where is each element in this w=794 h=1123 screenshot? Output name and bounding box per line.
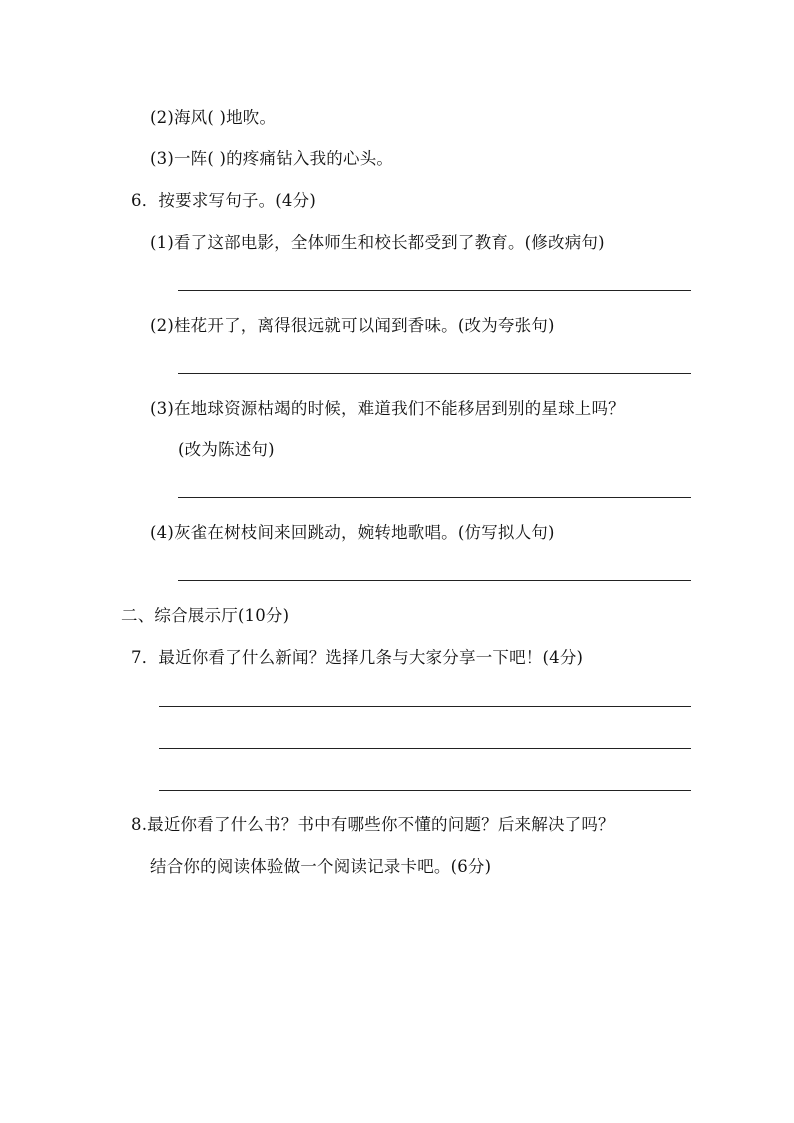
q6-heading: 6．按要求写句子。(4分)	[131, 191, 316, 210]
q5-item3: (3)一阵( )的疼痛钻入我的心头。	[150, 149, 394, 168]
q8-line1: 8.最近你看了什么书？书中有哪些你不懂的问题？后来解决了吗？	[131, 815, 615, 834]
answer-line-q7-2[interactable]	[159, 748, 691, 749]
q6-item3-note: (改为陈述句)	[178, 440, 275, 459]
answer-line-q6-3[interactable]	[178, 497, 691, 498]
q8-line2: 结合你的阅读体验做一个阅读记录卡吧。(6分)	[150, 857, 492, 876]
section2-heading: 二、综合展示厅(10分)	[121, 606, 290, 625]
answer-line-q6-2[interactable]	[178, 373, 691, 374]
q7-heading: 7．最近你看了什么新闻？选择几条与大家分享一下吧！(4分)	[131, 648, 584, 667]
answer-line-q6-1[interactable]	[178, 290, 691, 291]
q6-item1: (1)看了这部电影，全体师生和校长都受到了教育。(修改病句)	[150, 233, 605, 252]
q6-item2: (2)桂花开了，离得很远就可以闻到香味。(改为夸张句)	[150, 316, 555, 335]
answer-line-q6-4[interactable]	[178, 580, 691, 581]
answer-line-q7-1[interactable]	[159, 706, 691, 707]
q5-item2: (2)海风( )地吹。	[150, 108, 277, 127]
q6-item4: (4)灰雀在树枝间来回跳动，婉转地歌唱。(仿写拟人句)	[150, 523, 555, 542]
q6-item3: (3)在地球资源枯竭的时候，难道我们不能移居到别的星球上吗？	[150, 399, 625, 418]
answer-line-q7-3[interactable]	[159, 790, 691, 791]
